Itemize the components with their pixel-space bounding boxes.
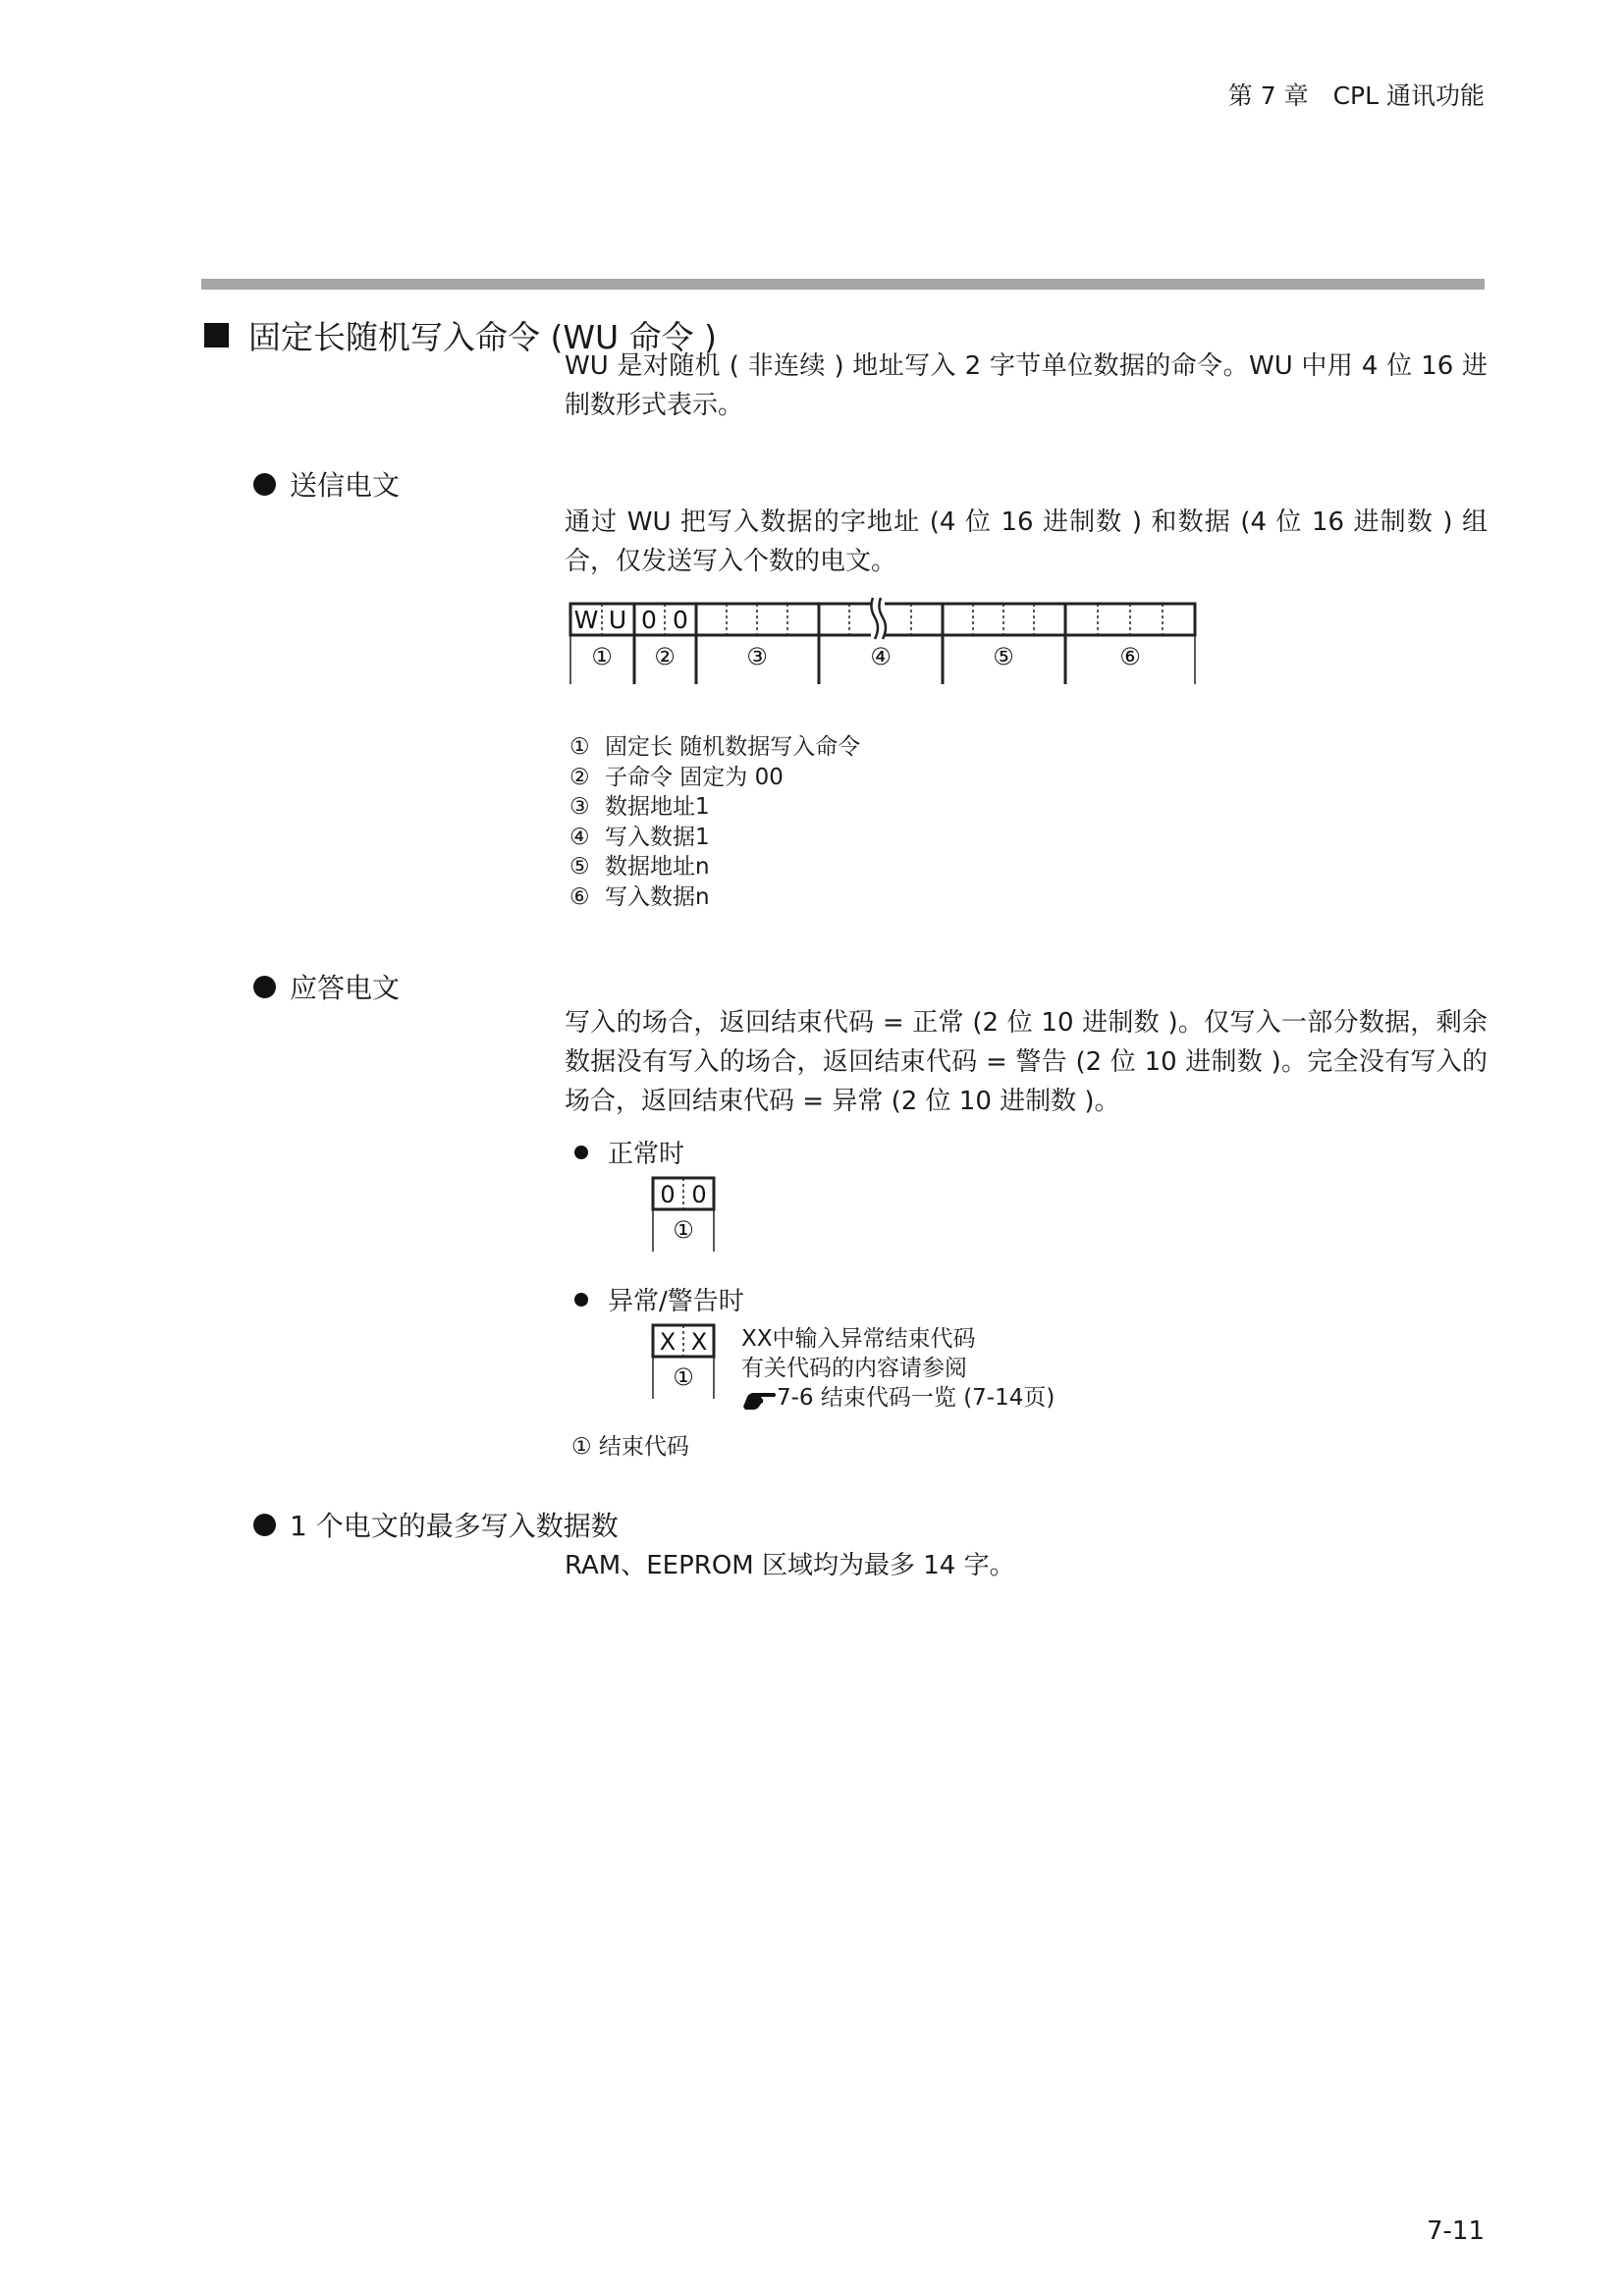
reply-heading xyxy=(253,967,400,1006)
section-title-text: 固定长随机写入命令 (WU 命令 ) xyxy=(248,318,718,356)
send-frame-diagram xyxy=(565,594,1203,692)
normal-char-2: 0 xyxy=(691,1181,707,1208)
pointing-hand-icon xyxy=(741,1385,777,1411)
page-number: 7-11 xyxy=(1426,2216,1485,2246)
section-divider xyxy=(201,279,1485,290)
error-note-2: 有关代码的内容请参阅 xyxy=(741,1356,967,1381)
reply-heading-text: 应答电文 xyxy=(290,972,401,1004)
error-char-2: X xyxy=(690,1328,708,1356)
reply-footnote: ① 结束代码 xyxy=(571,1434,689,1460)
send-heading-text: 送信电文 xyxy=(290,469,401,502)
normal-case-heading xyxy=(574,1134,684,1170)
small-bullet-icon xyxy=(574,1146,588,1159)
frame-marker-1: ① xyxy=(591,643,613,670)
legend-item: ⑥ 写入数据n xyxy=(569,883,710,910)
chapter-header: 第 7 章 CPL 通讯功能 xyxy=(1227,81,1485,110)
break-mark-icon xyxy=(871,596,886,643)
max-description: RAM、EEPROM 区域均为最多 14 字。 xyxy=(565,1551,1015,1580)
reply-description: 写入的场合，返回结束代码 = 正常 (2 位 10 进制数 )。仅写入一部分数据，剩余数据没有写入的场合，返回结束代码 = 警告 (2 位 10 进制数 )。完全没有写入的场合，返回结束代码 = 异常 (2 位 10 进制数 )。 xyxy=(565,1008,1488,1116)
legend-item: ⑤ 数据地址n xyxy=(569,854,710,880)
bullet-dot-icon xyxy=(253,473,276,496)
square-bullet-icon xyxy=(204,323,229,347)
legend-item: ③ 数据地址1 xyxy=(569,794,710,820)
error-note-3-text: 7-6 结束代码一览 (7-14页) xyxy=(777,1385,1056,1411)
frame-marker-4: ④ xyxy=(870,643,892,670)
max-heading xyxy=(253,1505,619,1544)
error-note-1: XX中输入异常结束代码 xyxy=(741,1326,976,1352)
send-description: 通过 WU 把写入数据的字地址 (4 位 16 进制数 ) 和数据 (4 位 16 进制数 ) 组合，仅发送写入个数的电文。 xyxy=(565,507,1488,576)
small-bullet-icon xyxy=(574,1293,588,1307)
legend-item: ② 子命令 固定为 00 xyxy=(569,764,784,790)
send-legend xyxy=(569,732,860,912)
frame-marker-6: ⑥ xyxy=(1119,643,1141,670)
frame-marker-5: ⑤ xyxy=(993,643,1014,670)
error-char-1: X xyxy=(659,1328,677,1356)
normal-char-1: 0 xyxy=(660,1181,676,1208)
error-case-label: 异常/警告时 xyxy=(608,1287,744,1316)
bullet-dot-icon xyxy=(253,976,276,998)
legend-item: ④ 写入数据1 xyxy=(569,824,710,850)
frame-char-0b: 0 xyxy=(673,606,688,634)
max-heading-text: 1 个电文的最多写入数据数 xyxy=(290,1510,619,1542)
normal-frame-diagram xyxy=(648,1173,717,1254)
legend-item: ① 固定长 随机数据写入命令 xyxy=(569,734,861,760)
frame-marker-2: ② xyxy=(654,643,676,670)
send-heading xyxy=(253,464,400,504)
bullet-dot-icon xyxy=(253,1514,276,1536)
section-intro: WU 是对随机 ( 非连续 ) 地址写入 2 字节单位数据的命令。WU 中用 4 位 16 进制数形式表示。 xyxy=(565,351,1488,420)
normal-marker: ① xyxy=(673,1216,694,1244)
normal-case-label: 正常时 xyxy=(608,1140,685,1169)
error-note-3 xyxy=(741,1383,1055,1413)
error-marker: ① xyxy=(673,1363,694,1391)
frame-char-u: U xyxy=(608,606,627,634)
error-frame-diagram xyxy=(648,1320,717,1401)
frame-char-w: W xyxy=(573,606,599,634)
frame-char-0a: 0 xyxy=(641,606,657,634)
error-case-heading xyxy=(574,1281,744,1317)
frame-marker-3: ③ xyxy=(746,643,768,670)
